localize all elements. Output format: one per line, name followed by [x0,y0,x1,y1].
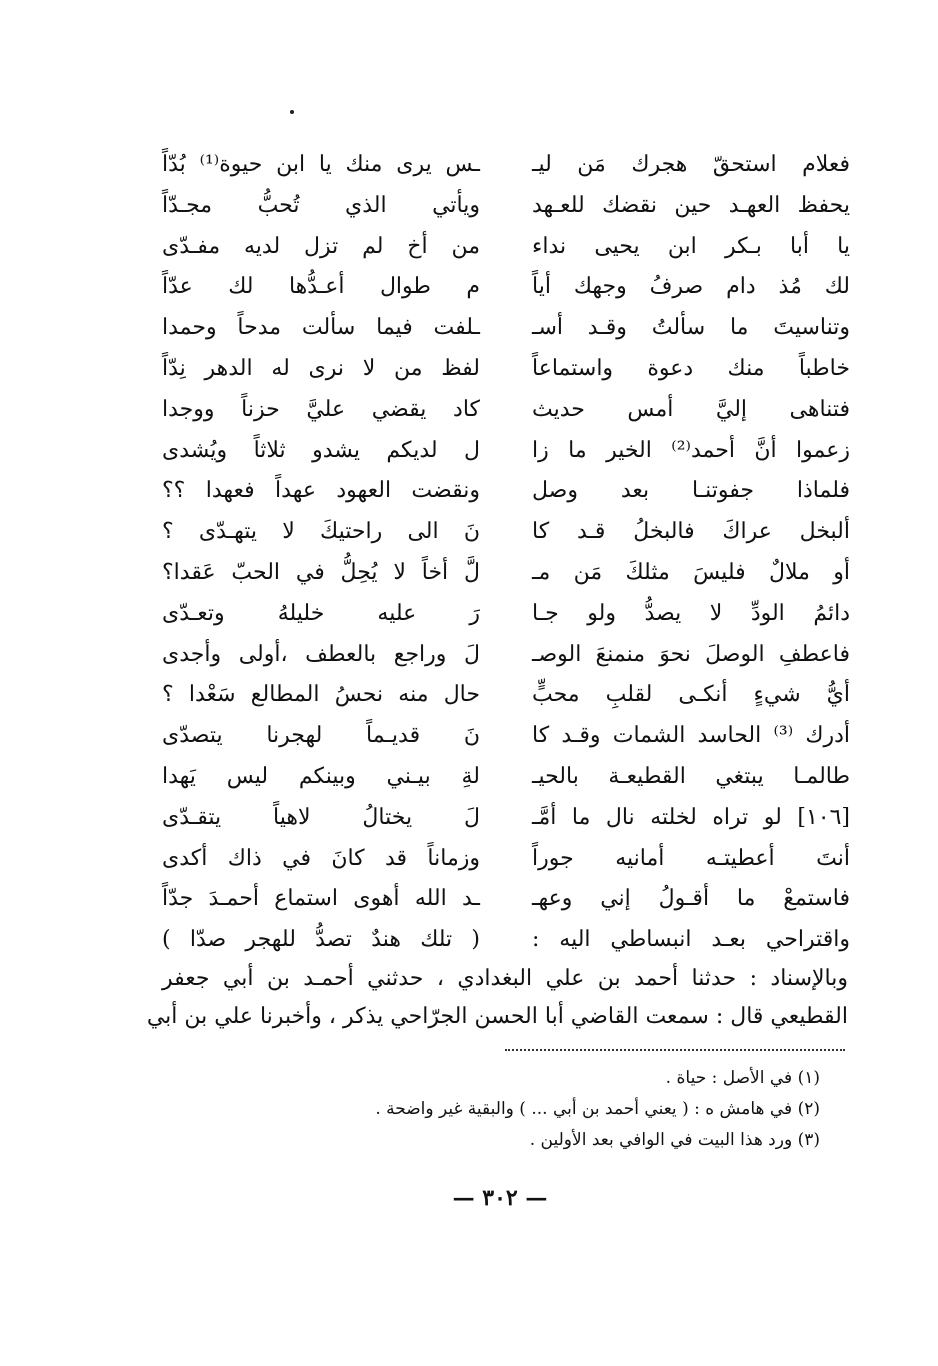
prose-paragraph [146,960,848,1036]
verse [150,512,850,553]
verse [150,390,850,431]
second-hemistich: لةِ بيـني وبينكم ليس يَهدا [162,763,480,789]
verse [150,757,850,798]
second-hemistich: ـلفت فيما سألت مدحاً وحمدا [162,315,480,341]
first-hemistich: وتناسيتَ ما سألتُ وقـد أسـ [532,315,850,341]
verse [150,879,850,920]
second-hemistich: ( تلك هندٌ تصدُّ للهجر صدّا ) [162,927,480,953]
first-hemistich: خاطباً منك دعوة واستماعاً [532,355,850,381]
verse [150,920,850,961]
first-hemistich: فعلام استحقّ هجرك مَن ليـ [532,152,850,177]
verse [150,716,850,757]
second-hemistich: لفظ من لا نرى له الدهر نِدّاً [162,355,480,381]
verse [150,471,850,512]
second-hemistich: وزماناً قد كانَ في ذاك أكدى [162,845,480,871]
verse [150,594,850,635]
second-hemistich: ـد الله أهوى استماع أحمـدَ جدّاً [162,886,480,912]
footnote: (٣) ورد هذا البيت في الوافي بعد الأولين . [529,1130,820,1150]
first-hemistich: فلماذا جفوتنـا بعد وصل [532,478,850,504]
second-hemistich: نَ الى راحتيكَ لا يتهـدّى ؟ [162,519,480,545]
second-hemistich: رَ عليه خليلهُ وتعـدّى [162,600,480,626]
second-hemistich: ويأتي الذي تُحبُّ مجـدّاً [162,192,480,218]
verse [150,145,850,186]
footnote: (٢) في هامش ه : ( يعني أحمد بن أبي ... ) والبقية غير واضحة . [375,1099,820,1119]
verse [150,431,850,472]
first-hemistich: زعموا أنَّ أحمد⁽²⁾ الخير ما زا [532,437,850,463]
verse [150,798,850,839]
first-hemistich: يا أبا بـكر ابن يحيى نداء [532,233,850,259]
second-hemistich: لَ يختالُ لاهياً يتقـدّى [162,804,480,830]
first-hemistich: أو ملالٌ فليسَ مثلكَ مَن مـ [532,559,850,585]
second-hemistich: كاد يقضي عليَّ حزناً ووجدا [162,396,480,422]
first-hemistich: فتناهى إليَّ أمس حديث [532,396,850,422]
ink-dot [290,110,294,114]
first-hemistich: أيُّ شيءٍ أنكـى لقلبِ محبٍّ [532,682,850,708]
verse [150,267,850,308]
verse [150,308,850,349]
first-hemistich: فاعطفِ الوصلَ نحوَ منمنعَ الوصـ [532,641,850,667]
first-hemistich: أنتَ أعطيتـه أمانيه جوراً [532,845,850,871]
first-hemistich: دائمُ الودِّ لا يصدُّ ولو جـا [532,600,850,626]
verse [150,227,850,268]
second-hemistich: ونقضت العهود عهداً فعهدا ؟؟ [162,478,480,504]
page-number: — ٣٠٢ — [452,1185,548,1211]
prose-line: القطيعي قال : سمعت القاضي أبا الحسن الجرّاحي يذكر ، وأخبرنا علي بن أبي [146,1004,848,1029]
first-hemistich: واقتراحي بعـد انبساطي اليه : [532,927,850,953]
first-hemistich: ألبخل عراكَ فالبخلُ قـد كا [532,519,850,545]
second-hemistich: لَّ أخاً لا يُحِلُّ في الحبّ عَقدا؟ [162,559,480,585]
prose-line: وبالإسناد : حدثنا أحمد بن علي البغدادي ، حدثني أحمـد بن أبي جعفر [162,966,848,991]
second-hemistich: ل لديكم يشدو ثلاثاً ويُشدى [162,437,480,463]
verse [150,186,850,227]
verse [150,675,850,716]
footnote-divider [505,1049,845,1051]
second-hemistich: لَ وراجع بالعطف ،أولى وأجدى [162,641,480,667]
footnotes [220,1063,820,1156]
second-hemistich: نَ قديـماً لهجرنا يتصدّى [162,723,480,749]
first-hemistich: [١٠٦] لو تراه لخلته نال ما أمَّـ [532,804,850,830]
first-hemistich: لك مُذ دام صرفُ وجهك أياً [532,274,850,300]
second-hemistich: م طوال أعـدُّها لك عدّاً [162,274,480,300]
first-hemistich: أدرك ⁽³⁾ الحاسد الشمات وقـد كا [532,723,850,749]
first-hemistich: فاستمعْ ما أقـولُ إني وعهـ [532,886,850,912]
verse [150,349,850,390]
first-hemistich: يحفظ العهـد حين نقضك للعـهد [532,192,850,218]
poem [150,145,850,961]
verse [150,839,850,880]
first-hemistich: طالمـا يبتغي القطيعـة بالحيـ [532,763,850,789]
second-hemistich: حال منه نحسُ المطالع سَعْدا ؟ [162,682,480,708]
second-hemistich: من أخ لم تزل لديه مفـدّى [162,233,480,259]
verse [150,635,850,676]
verse [150,553,850,594]
footnote: (١) في الأصل : حياة . [665,1068,820,1088]
second-hemistich: ـس يرى منك يا ابن حيوة⁽¹⁾ بُدّاً [162,152,480,177]
